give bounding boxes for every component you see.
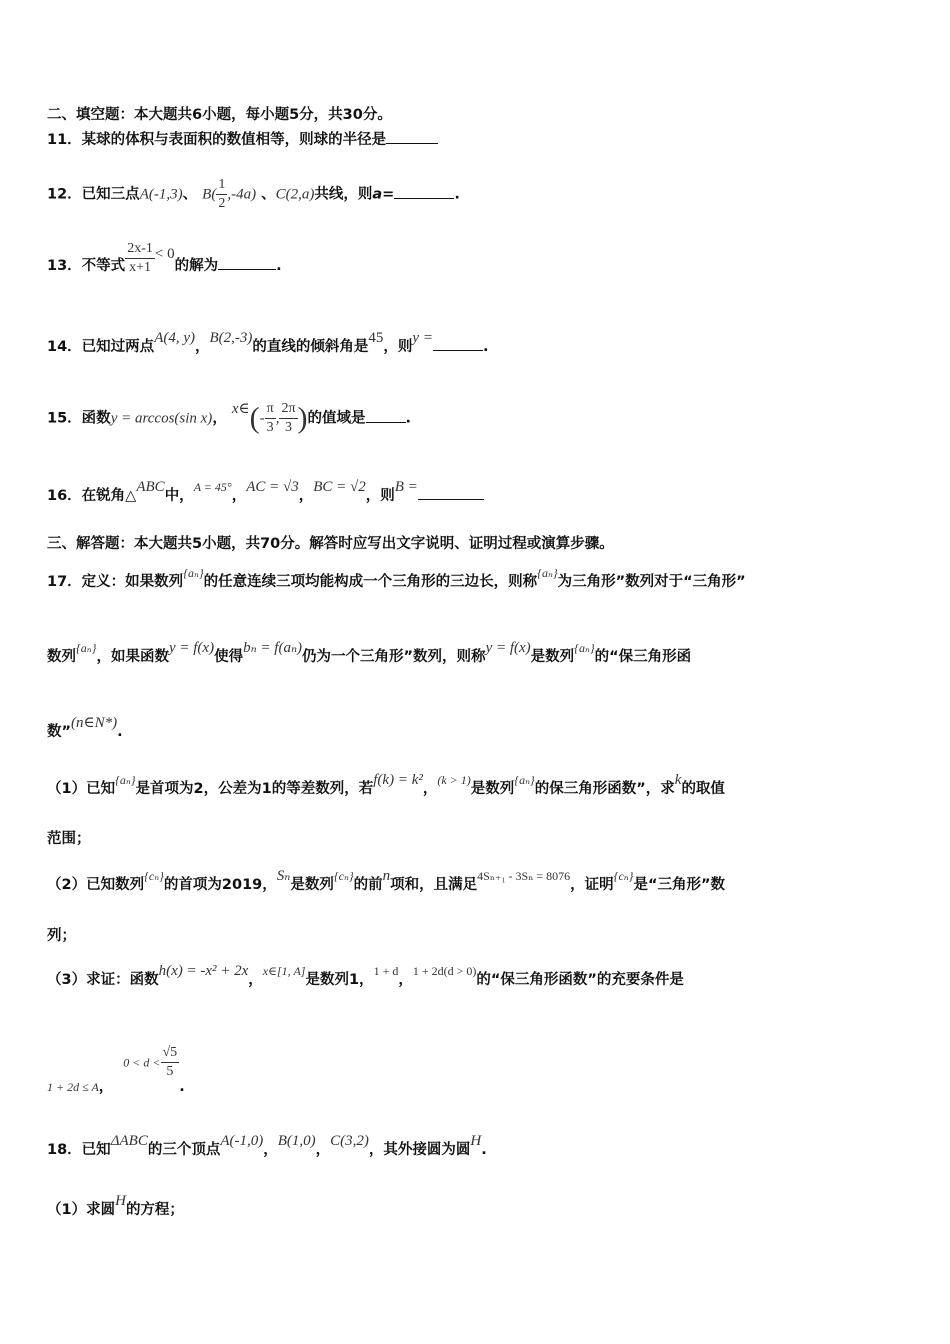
question-12: 12．已知三点A(-1,3)、 B( $\frac{1}{2}$ ,-4a) 、C(2,a)共线，则a= .	[47, 177, 460, 211]
answer-blank	[433, 338, 483, 351]
answer-blank	[394, 186, 454, 199]
answer-blank	[418, 487, 484, 500]
question-16: 16．在锐角△ABC中，$^{A = 45^\circ}$，AC = √3，BC = √2，则B =	[47, 484, 484, 505]
question-18: 18．已知ΔABC的三个顶点A(-1,0)，B(1,0)，C(3,2)，其外接圆为圆H.	[47, 1133, 487, 1158]
question-11: 11．某球的体积与表面积的数值相等，则球的半径是	[47, 128, 438, 149]
question-17-part-2: （2）已知数列$^{\{c_n\}}$的首项为2019，Sₙ是数列$^{\{c_n\}}$的前n项和，且满足$^{4S_{n+1} - 3S_n = 8076}$，证明$^{\{c_n\}}$是“三角形”数	[47, 868, 726, 893]
question-17-line-2: 数列$^{\{a_n\}}$，如果函数y = f(x)使得bₙ = f(aₙ)仍为一个三角形”数列，则称y = f(x)是数列$^{\{a_n\}}$的“保三角形函	[47, 640, 692, 665]
answer-blank	[386, 131, 438, 144]
question-17-part-1-cont: 范围；	[47, 831, 91, 847]
question-18-part-1: （1）求圆H的方程；	[47, 1193, 184, 1218]
answer-blank	[366, 410, 406, 423]
question-17-line-1: 17．定义：如果数列$^{\{a_n\}}$的任意连续三项均能构成一个三角形的三边长，则称$^{\{a_n\}}$为三角形”数列对于“三角形”	[47, 566, 746, 590]
question-17-part-3: （3）求证：函数h(x) = -x² + 2x，$^{x\in[1, A]}$是数列1，$^{1 + d}$，$^{1 + 2d(d > 0)}$的“保三角形函数”的充要条件是	[47, 963, 684, 988]
question-17-part-2-cont: 列；	[47, 928, 76, 944]
question-17-part-3-conditions: $_{1 + 2d \le A}$，0 < d < $\frac{√5}{5}$ .	[47, 1045, 185, 1095]
answer-blank	[218, 257, 276, 270]
question-13: 13．不等式 $\frac{2x-1}{x+1}$ < 0的解为 .	[47, 240, 282, 275]
question-14: 14．已知过两点A(4, y)，B(2,-3)的直线的倾斜角是45，则y =.	[47, 330, 489, 355]
section-3-heading: 三、解答题：本大题共5小题，共70分。解答时应写出文字说明、证明过程或演算步骤。	[47, 536, 614, 552]
question-17-part-1: （1）已知$^{\{a_n\}}$是首项为2，公差为1的等差数列，若f(k) = k²，$^{(k > 1)}$是数列$^{\{a_n\}}$的保三角形函数”，求k的取值	[47, 772, 725, 797]
section-2-heading: 二、填空题：本大题共6小题，每小题5分，共30分。	[47, 107, 392, 123]
question-15: 15．函数y = arccos(sin x)， x∈(- $\frac{\pi}{3}$ , $\frac{2\pi}{3}$ )的值域是 .	[47, 400, 412, 435]
question-17-line-3: 数”(n∈N*).	[47, 715, 123, 740]
